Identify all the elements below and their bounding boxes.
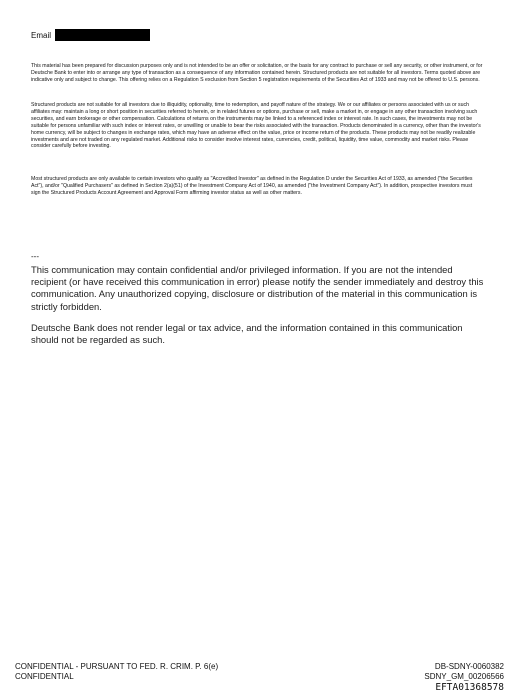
redaction-bar — [55, 29, 150, 41]
doc-id: DB-SDNY-0060382 — [434, 662, 504, 671]
footer-left — [15, 662, 218, 682]
doc-id-secondary: SDNY_GM_00206566 — [424, 672, 504, 681]
email-header — [31, 29, 150, 41]
email-label: Email — [31, 30, 52, 40]
disclaimer-risks: Structured products are not suitable for all investors due to illiquidity, optionality, time to redemption, and payoff nature of the strategy. We or our affiliates or persons associated with us or such affiliates may: maintain a long or short position in securities referred to herein, or in related futures or options, purchase or sell, make a market in, or engage in any other transaction involving such securities, and earn brokerage or other compensation. Calculations of returns on the instruments may be linked to a referenced index or interest rate. In such cases, the investments may not be suitable for persons unfamiliar with such index or interest rates, or unwilling or unable to bear the risks associated with the transaction. Products denominated in a currency, other than the investor's home currency, will be subject to changes in exchange rates, which may have an adverse effect on the value, price or income return of the products. These products may not be readily realizable investments and are not traded on any regulated market. Additional risks to consider involve interest rates, currencies, credit, political, liquidity, time value, commodity and market risks. Please consider carefully before investing. — [31, 102, 481, 150]
bates-number: EFTA01368578 — [435, 682, 504, 693]
confidentiality-notice: This communication may contain confidential and/or privileged information. If you are not the intended recipient (or have received this communication in error) please notify the sender immediately and destroy this communication. Any unauthorized copying, disclosure or distribution of the material in this communication is strictly forbidden. — [31, 264, 484, 312]
disclaimer-offer: This material has been prepared for discussion purposes only and is not intended to be an offer or solicitation, or the basis for any contract to purchase or sell any security, or other instrument, or for Deutsche Bank to enter into or arrange any type of transaction as a consequence of any information contained herein. Structured products are not suitable for all investors. Terms quoted above are indicative only and subject to change. This offering relies on a Regulation S exclusion from Section 5 registration requirements of the Securities Act of 1933 and may not be offered to U.S. persons. — [31, 63, 483, 83]
confidential-stamp: CONFIDENTIAL - PURSUANT TO FED. R. CRIM. P. 6(e) — [15, 662, 219, 671]
disclaimer-accredited: Most structured products are only available to certain investors who qualify as "Accredited Investor" as defined in the Regulation D under the Securities Act of 1933, as amended ("the Securities Act"), and/or "Qualified Purchasers" as defined in Section 2(a)(51) of the Investment Company Act of 1940, as amended ("the Investment Company Act"). In addition, prospective investors must sign the Structured Products Account Agreement and Approval Form affirming investor status as well as other matters. — [31, 176, 473, 196]
separator: --- — [31, 252, 39, 261]
footer-right — [424, 662, 504, 694]
legal-advice-notice: Deutsche Bank does not render legal or tax advice, and the information contained in this communication should not be regarded as such. — [31, 322, 463, 346]
confidential-label: CONFIDENTIAL — [15, 672, 74, 681]
